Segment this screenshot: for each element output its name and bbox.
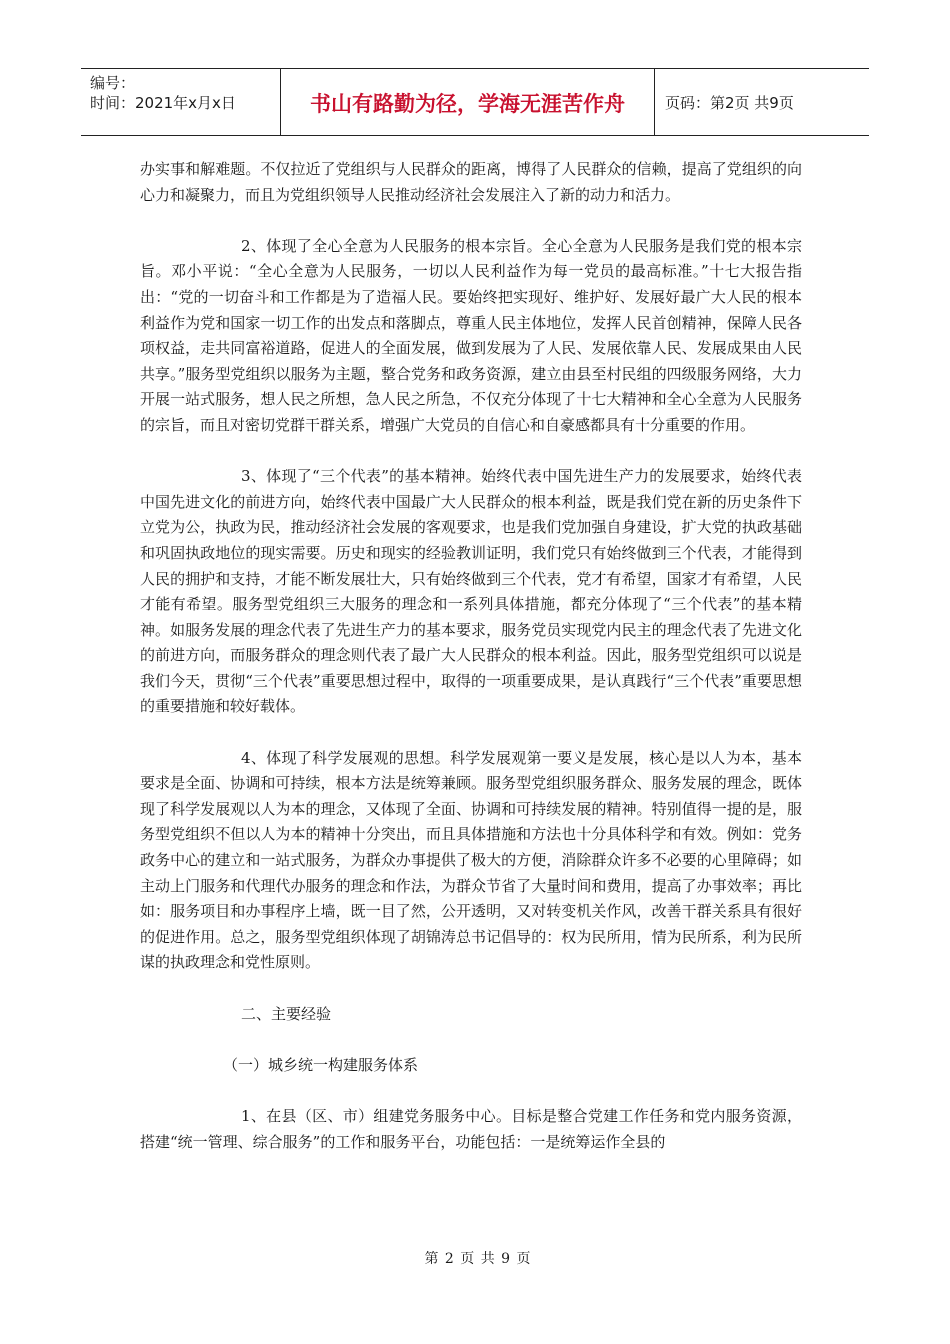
paragraph-point-4: 4、体现了科学发展观的思想。科学发展观第一要义是发展，核心是以人为本，基本要求是全面、协调和可持续，根本方法是统筹兼顾。服务型党组织服务群众、服务发展的理念，既体现了科学发展观以人为本的理念，又体现了全面、协调和可持续发展的精神。特别值得一提的是，服务型党组织不但以人为本的精神十分突出，而且具体措施和方法也十分具体科学和有效。例如：党务政务中心的建立和一站式服务，为群众办事提供了极大的方便，消除群众许多不必要的心里障碍；如主动上门服务和代理代办服务的理念和作法，为群众节省了大量时间和费用，提高了办事效率；再比如：服务项目和办事程序上墙，既一目了然，公开透明，又对转变机关作风，改善干群关系具有很好的促进作用。总之，服务型党组织体现了胡锦涛总书记倡导的：权为民所用，情为民所系，利为民所谋的执政理念和党性原则。 <box>140 748 802 972</box>
doc-number-label: 编号： <box>90 74 136 92</box>
paragraph-point-2: 2、体现了全心全意为人民服务的根本宗旨。全心全意为人民服务是我们党的根本宗旨。邓小平说：“全心全意为人民服务，一切以人民利益作为每一党员的最高标准。”十七大报告指出：“党的一切奋斗和工作都是为了造福人民。要始终把实现好、维护好、发展好最广大人民的根本利益作为党和国家一切工作的出发点和落脚点，尊重人民主体地位，发挥人民首创精神，保障人民各项权益，走共同富裕道路，促进人的全面发展，做到发展为了人民、发展依靠人民、发展成果由人民共享。”服务型党组织以服务为主题，整合党务和政务资源，建立由县至村民组的四级服务网络，大力开展一站式服务，想人民之所想，急人民之所急，不仅充分体现了十七大精神和全心全意为人民服务的宗旨，而且对密切党群干群关系，增强广大党员的自信心和自豪感都具有十分重要的作用。 <box>140 236 802 434</box>
footer-page-number: 第 2 页 共 9 页 <box>424 1251 532 1267</box>
paragraph-point-1: 1、在县（区、市）组建党务服务中心。目标是整合党建工作任务和党内服务资源，搭建“统一管理、综合服务”的工作和服务平台，功能包括：一是统筹运作全县的 <box>140 1106 802 1151</box>
date-label: 时间：2021年x月x日 <box>90 94 236 112</box>
paragraph-continued: 办实事和解难题。不仅拉近了党组织与人民群众的距离，博得了人民群众的信赖，提高了党组织的向心力和凝聚力，而且为党组织领导人民推动经济社会发展注入了新的动力和活力。 <box>140 160 802 204</box>
document-body <box>140 157 802 1155</box>
page-header <box>81 68 869 136</box>
header-meta <box>81 69 281 135</box>
section-heading-main-experience: 二、主要经验 <box>241 1004 332 1023</box>
paragraph-point-3: 3、体现了“三个代表”的基本精神。始终代表中国先进生产力的发展要求，始终代表中国先进文化的前进方向，始终代表中国最广大人民群众的根本利益，既是我们党在新的历史条件下立党为公，执政为民，推动经济社会发展的客观要求，也是我们党加强自身建设，扩大党的执政基础和巩固执政地位的现实需要。历史和现实的经验教训证明，我们党只有始终做到三个代表，才能得到人民的拥护和支持，才能不断发展壮大，只有始终做到三个代表，党才有希望，国家才有希望，人民才能有希望。服务型党组织三大服务的理念和一系列具体措施，都充分体现了“三个代表”的基本精神。如服务发展的理念代表了先进生产力的基本要求，服务党员实现党内民主的理念代表了先进文化的前进方向，而服务群众的理念则代表了最广大人民群众的根本利益。因此，服务型党组织可以说是我们今天，贯彻“三个代表”重要思想过程中，取得的一项重要成果，是认真践行“三个代表”重要思想的重要措施和较好载体。 <box>140 467 802 716</box>
subsection-heading: （一）城乡统一构建服务体系 <box>223 1055 419 1074</box>
header-page-number: 页码：第2页 共9页 <box>665 93 794 112</box>
header-motto: 书山有路勤为径，学海无涯苦作舟 <box>281 69 655 135</box>
page-footer <box>0 1248 950 1268</box>
